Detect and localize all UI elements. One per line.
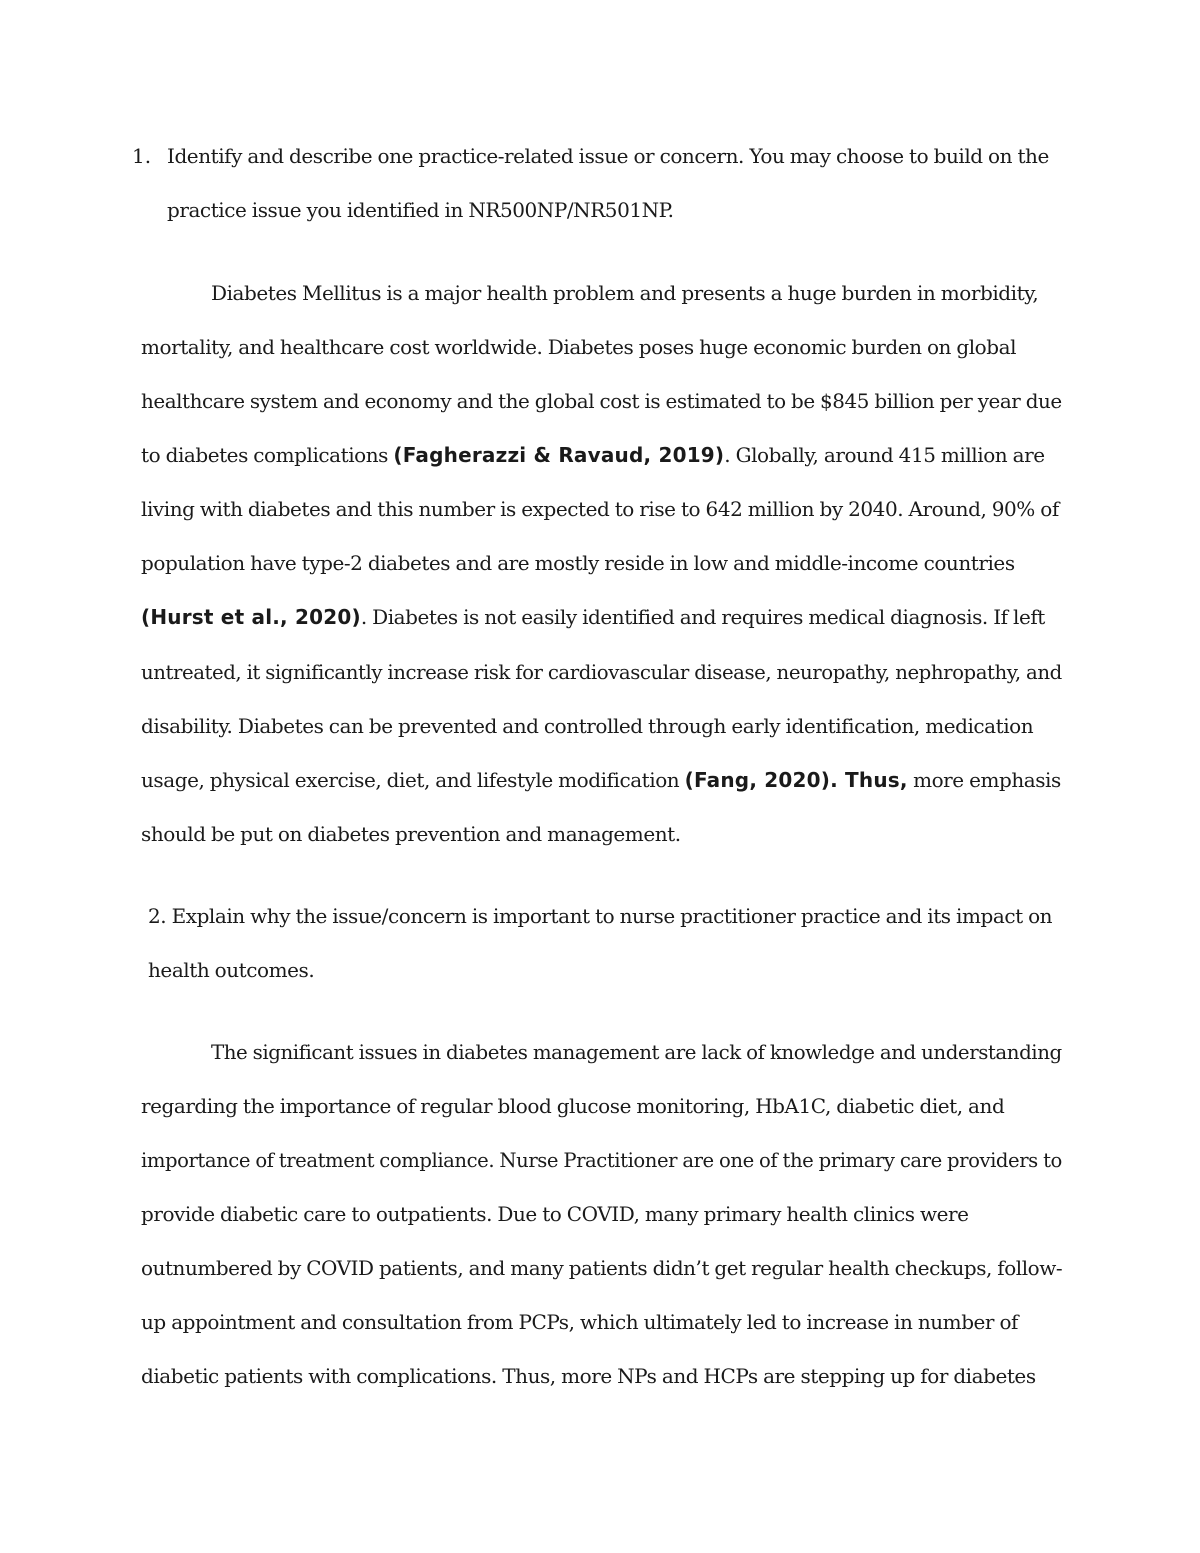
citation-fagherazzi: (Fagherazzi & Ravaud, 2019) <box>393 443 725 467</box>
paragraph-1-line-5: living with diabetes and this number is expected to rise to 642 million by 2040. Around, 90% of <box>141 497 1059 521</box>
paragraph-1-line-4 <box>141 443 1045 467</box>
question-2-line-1: 2. Explain why the issue/concern is important to nurse practitioner practice and its impact on <box>148 904 1053 928</box>
question-2-line-2: health outcomes. <box>148 958 315 982</box>
question-1-line-2: practice issue you identified in NR500NP/NR501NP. <box>167 198 674 222</box>
paragraph-1-line-4-start: to diabetes complications <box>141 443 394 467</box>
paragraph-2-line-6: up appointment and consultation from PCPs, which ultimately led to increase in number of <box>141 1310 1018 1334</box>
paragraph-1-line-4-end: . Globally, around 415 million are <box>724 443 1045 467</box>
paragraph-1-line-10-end: more emphasis <box>907 768 1061 792</box>
citation-hurst: (Hurst et al., 2020) <box>141 605 361 629</box>
paragraph-1-line-10 <box>141 768 1061 792</box>
citation-fang: (Fang, 2020). Thus, <box>684 768 908 792</box>
paragraph-1-line-8: untreated, it significantly increase risk for cardiovascular disease, neuropathy, nephropathy, and <box>141 660 1062 684</box>
paragraph-1-line-7-end: . Diabetes is not easily identified and requires medical diagnosis. If left <box>360 605 1045 629</box>
paragraph-2-line-5: outnumbered by COVID patients, and many patients didn’t get regular health checkups, follow- <box>141 1256 1063 1280</box>
paragraph-2-line-4: provide diabetic care to outpatients. Due to COVID, many primary health clinics were <box>141 1202 969 1226</box>
question-1-number: 1. <box>132 144 152 168</box>
paragraph-1-line-11: should be put on diabetes prevention and management. <box>141 822 681 846</box>
paragraph-2-line-2: regarding the importance of regular blood glucose monitoring, HbA1C, diabetic diet, and <box>141 1094 1005 1118</box>
paragraph-1-line-6: population have type-2 diabetes and are mostly reside in low and middle-income countries <box>141 551 1015 575</box>
paragraph-1-line-1: Diabetes Mellitus is a major health problem and presents a huge burden in morbidity, <box>211 281 1039 305</box>
paragraph-2-line-1: The significant issues in diabetes management are lack of knowledge and understanding <box>211 1040 1062 1064</box>
paragraph-1-line-9: disability. Diabetes can be prevented and controlled through early identification, medication <box>141 714 1034 738</box>
paragraph-1-line-3: healthcare system and economy and the global cost is estimated to be $845 billion per year due <box>141 389 1062 413</box>
paragraph-1-line-7 <box>141 605 1045 629</box>
paragraph-2-line-7: diabetic patients with complications. Thus, more NPs and HCPs are stepping up for diabetes <box>141 1364 1036 1388</box>
paragraph-2-line-3: importance of treatment compliance. Nurse Practitioner are one of the primary care providers to <box>141 1148 1062 1172</box>
question-1-line-1: Identify and describe one practice-related issue or concern. You may choose to build on the <box>167 144 1049 168</box>
paragraph-1-line-10-start: usage, physical exercise, diet, and lifestyle modification <box>141 768 685 792</box>
paragraph-1-line-2: mortality, and healthcare cost worldwide. Diabetes poses huge economic burden on global <box>141 335 1017 359</box>
